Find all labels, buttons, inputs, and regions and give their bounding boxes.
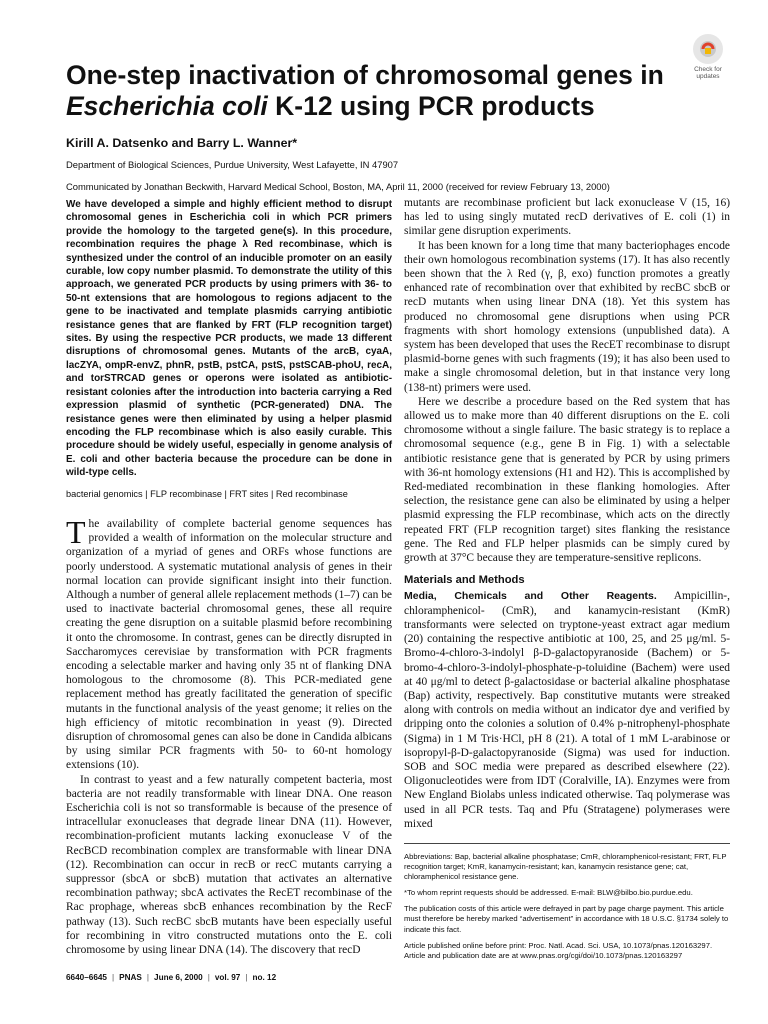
abstract: We have developed a simple and highly efficient method to disrupt chromosomal genes in Escherichia coli in which PCR primers provide the homology to the targeted gene(s). In this procedure, recombination requires the phage λ Red recombinase, which is synthesized under the control of an inducible promoter on an easily curable, low copy number plasmid. To demonstrate the utility of this approach, we generated PCR products by using primers with 36- to 50-nt extensions that are homologous to regions adjacent to the gene to be inactivated and template plasmids carrying antibiotic resistance genes that are flanked by FRT (FLP recognition target) sites. By using the respective PCR products, we made 13 different disruptions of chromosomal genes. Mutants of the arcB, cyaA, lacZYA, ompR-envZ, phnR, pstB, pstCA, pstS, pstSCAB-phoU, recA, and torSTRCAD genes or operons were isolated as antibiotic-resistant colonies after the introduction into bacteria carrying a Red expression plasmid of synthetic (PCR-generated) DNA. The resistance genes were then eliminated by using a helper plasmid encoding the FLP recombinase which is also easily curable. This procedure should be widely useful, especially in genome analysis of E. coli and other bacteria because the procedure can be done in wild-type cells. — [66, 199, 392, 479]
section-heading: Materials and Methods — [404, 574, 525, 587]
right-paragraph-1: It has been known for a long time that many bacteriophages encode their own homologous recombination systems (17). It has also recently been shown that the λ Red (γ, β, exo) function promotes a greatly enhanced rate of recombination over that exhibited by recBC sbcB or recD mutants when using linear DNA (18). Yet this system has produced no chromosomal gene disruptions when using PCR fragments with short homology extensions (unpublished data). A system has been developed that uses the RecET recombinase to disrupt plasmid-borne genes with such fragments (19); it has also been used to make a single chromosomal deletion, but in that instance very long (138-nt) primers were used. — [404, 239, 730, 394]
footer-date: June 6, 2000 — [154, 973, 203, 982]
check-for-updates-icon — [693, 34, 723, 64]
badge-label: Check for updates — [694, 66, 722, 80]
footnote-publication-costs: The publication costs of this article were defrayed in part by page charge payment. This article must therefore be hereby marked “advertisement” in accordance with 18 U.S.C. §1734 solely to indicate this fact. — [404, 904, 729, 934]
footnote-correspondence: *To whom reprint requests should be addressed. E-mail: BLW@bilbo.bio.purdue.edu. — [404, 888, 693, 898]
footer-pages: 6640–6645 — [66, 973, 107, 982]
footer-issue: no. 12 — [252, 973, 277, 982]
drop-cap: T — [66, 514, 86, 550]
affiliation: Department of Biological Sciences, Purdue University, West Lafayette, IN 47907 — [66, 159, 399, 170]
page-footer: 6640–6645 | PNAS | June 6, 2000 | vol. 97 | no. 12 — [66, 973, 277, 982]
methods-paragraph: Media, Chemicals and Other Reagents. Ampicillin-, chloramphenicol- (CmR), and kanamycin-resistant (KmR) transformants were selected on tryptone-yeast extract agar medium (20) containing the respective antibiotic at 100, 25, and 25 μg/ml. 5-Bromo-4-chloro-3-indolyl β-D-galactopyranoside (Bachem) or 5-bromo-4-chloro-3-indolyl-phosphate-p-toluidine (Bachem) were used at 40 μg/ml to detect β-galactosidase or bacterial alkaline phosphatase (Bap) activity, respectively. Bap constitutive mutants were streaked along with controls on media without an indicator dye and verified by dripping onto the colonies a solution of 0.4% p-nitrophenyl-phosphate (Sigma) in 1 M Tris·HCl, pH 8 (21). A total of 1 mM L-arabinose or isopropyl-β-D-galactopyranoside (Sigma) was used for induction. SOB and SOC media were prepared as described elsewhere (22). Oligonucleotides were from IDT (Coralville, IA). Enzymes were from New England Biolabs unless indicated otherwise. Taq polymerase was used in all PCR tests. Taq and Pfu (Stratagene) polymerases were mixed — [404, 590, 730, 830]
footnote-online: Article published online before print: Proc. Natl. Acad. Sci. USA, 10.1073/pnas.120163297. Article and publication date are at www.pnas.org/cgi/doi/10.1073/pnas.120163297 — [404, 940, 713, 960]
right-paragraph-2: Here we describe a procedure based on the Red system that has allowed us to make more than 40 different disruptions on the E. coli chromosome without a single failure. The basic strategy is to replace a chromosomal sequence (e.g., gene B in Fig. 1) with a selectable antibiotic resistance gene that is generated by PCR by using primers with 36-nt homology extensions (H1 and H2). This is accomplished by Red-mediated recombination in these flanking homologies. After selection, the resistance gene can also be eliminated by using a helper plasmid expressing the FLP recombinase, which acts on the directly repeated FRT (FLP recognition target) sites flanking the resistance gene. The Red and FLP helper plasmids can be simply cured by growth at 37°C because they are temperature-sensitive replicons. — [404, 395, 730, 565]
intro-column — [66, 514, 392, 957]
footer-volume: vol. 97 — [214, 973, 241, 982]
keywords: bacterial genomics | FLP recombinase | FRT sites | Red recombinase — [66, 489, 348, 499]
footnote-abbreviations: Abbreviations: Bap, bacterial alkaline phosphatase; CmR, chloramphenicol-resistant; FRT, FLP recognition target; KmR, kanamycin-resistant; kan, kanamycin resistance gene; cat, chloramphenicol resistance gene. — [404, 852, 727, 882]
intro-paragraph-1: The availability of complete bacterial genome sequences has provided a wealth of information on the molecular structure and organization of a myriad of genes and ORFs whose functions are poorly understood. A systematic mutational analysis of genes in their normal location can provide significant insight into their function. Although a number of general allele replacement methods (1–7) can be used to inactivate bacterial chromosomal genes, these all require creating the gene disruption on a suitable plasmid before recombining it onto the chromosome. In contrast, genes can be directly disrupted in Saccharomyces cerevisiae by transformation with PCR fragments encoding a selectable marker and having only 35 nt of flanking DNA homologous to the chromosome (8). This PCR-mediated gene replacement method has greatly facilitated the generation of specific mutants in the functional analysis of the yeast genome; it relies on the high efficiency of mitotic recombination in yeast (9). Directed disruption of chromosomal genes can also be done in Candida albicans by using similar PCR fragments with 50- to 60-nt homology extensions (10). — [66, 514, 392, 772]
subsection-title: Media, Chemicals and Other Reagents. — [404, 590, 657, 603]
communicated-by: Communicated by Jonathan Beckwith, Harvard Medical School, Boston, MA, April 11, 2000 (received for review February 13, 2000) — [66, 181, 610, 192]
title-line-2: Escherichia coli K-12 using PCR products — [66, 91, 595, 121]
footer-journal: PNAS — [119, 973, 142, 982]
check-for-updates-badge[interactable] — [688, 34, 728, 80]
title-line-1: One-step inactivation of chromosomal genes in — [66, 60, 664, 90]
intro-paragraph-2: In contrast to yeast and a few naturally competent bacteria, most bacteria are not readily transformable with linear DNA. One reason Escherichia coli is not so transformable is because of the presence of intracellular exonucleases that degrade linear DNA (11). However, recombination-proficient mutants lacking exonuclease V of the RecBCD recombination complex are transformable with linear DNA (12). Recombination can occur in recB or recC mutants carrying a suppressor (sbcA or sbcB) mutation that activates an alternative recombination pathway; sbcA activates the RecET recombinase of the Rac prophage, whereas sbcB enhances recombination by the RecF pathway (13). Such recBC sbcB mutants have been especially useful for recombining in vitro constructed mutations onto the E. coli chromosome by using linear DNA (14). The discovery that recD — [66, 773, 392, 957]
article-title — [66, 60, 666, 122]
right-column — [404, 196, 730, 831]
footnotes — [404, 843, 730, 967]
right-paragraph-0: mutants are recombinase proficient but lack exonuclease V (15, 16) has led to using singly mutated recD derivatives of E. coli (1) in similar gene disruption experiments. — [404, 197, 730, 238]
authors: Kirill A. Datsenko and Barry L. Wanner* — [66, 136, 298, 150]
